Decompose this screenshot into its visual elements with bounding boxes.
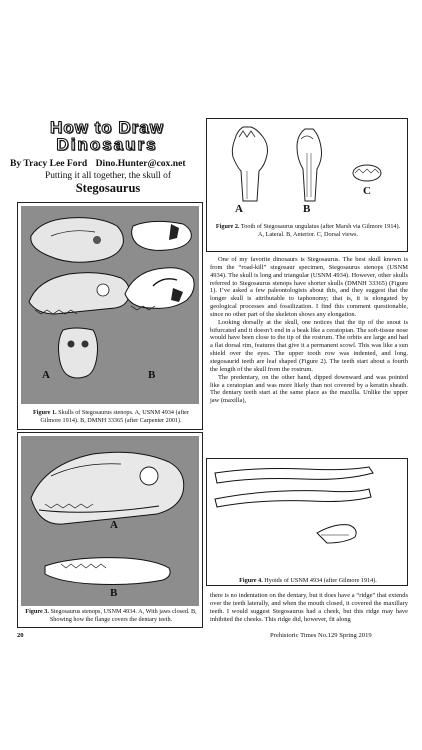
subject-title: Stegosaurus <box>75 181 141 195</box>
figure-3-caption-head: Figure 3. <box>25 608 49 615</box>
figure-1-caption-text: Skulls of Stegosaurus stenops. A, USNM 4934 (after Gilmore 1914). B, DMNH 33365 (after Carpenter 2001). <box>40 409 189 424</box>
figure-3 <box>17 432 203 628</box>
body-paragraph-4: there is no indentation on the dentary, but it does have a “ridge” that extends over the teeth laterally, and when the mouth closed, it covered the maxillary teeth. I would suggest Stegosaurus had a cheek, but this ridge may have inhibited the cheeks. This ridge did, however, fit along <box>210 592 408 623</box>
figure-1-label-b: B <box>148 369 156 381</box>
title-line-1: How to Draw <box>50 118 164 137</box>
figure-4 <box>206 458 408 586</box>
figure-2-label-a: A <box>235 203 243 215</box>
figure-3-label-a: A <box>110 519 118 531</box>
figure-4-caption-text: Hyoids of USNM 4934 (after Gilmore 1914). <box>264 577 377 584</box>
body-paragraph-3: The predentary, on the other hand, dipped downward and was pointed like a ceratopian and was more likely than not covered by a keratin sheath. The dentary teeth start at the same place as the maxilla. Unlike the upper jaw (maxilla), <box>210 373 408 405</box>
figure-3-caption-text: Stegosaurus stenops, USNM 4934. A, With jaws closed. B, Showing how the flange covers the dentary teeth. <box>49 608 197 623</box>
body-paragraph-2: Looking dorsally at the skull, one notices that the tip of the snout is bifurcated and it doesn’t end in a beak like a ceratopian. The soft-tissue nose would have been close to the tip of the rostrum. The orbits are large and had a flat dorsal rim, features that give it a permanent scowl. This was like a sun shield over the eyes. The upper tooth row was indented, and long. stegosaurid teeth are leaf shaped (Figure 2). The teeth start about a fourth the length of the skull from the rostrum. <box>210 318 408 373</box>
figure-4-illustration <box>207 459 407 573</box>
figure-1-label-a: A <box>42 369 50 381</box>
figure-3-caption <box>20 608 202 623</box>
figure-1-caption-head: Figure 1. <box>33 409 57 416</box>
figure-2-caption-text: Tooth of Stegosaurus ungulatus (after Marsh via Gilmore 1914). A, Lateral. B, Anterior. C, Dorsal views. <box>240 223 401 238</box>
body-column-2 <box>210 592 408 623</box>
author-email: Dino.Hunter@cox.net <box>95 158 186 169</box>
body-column-1 <box>210 256 408 405</box>
figure-4-caption-head: Figure 4. <box>239 577 263 584</box>
page-number: 20 <box>17 632 24 639</box>
figure-2-caption-head: Figure 2. <box>215 223 240 230</box>
figure-2-label-c: C <box>363 185 371 197</box>
publication-footer: Prehistoric Times No.129 Spring 2019 <box>270 632 372 639</box>
title-line-2: Dinosaurs <box>56 135 158 154</box>
figure-2-label-b: B <box>303 203 311 215</box>
subtitle: Putting it all together, the skull of <box>45 171 171 181</box>
author-name: By Tracy Lee Ford <box>10 158 88 169</box>
figure-2-caption <box>209 223 407 238</box>
figure-2 <box>206 118 408 252</box>
figure-4-caption <box>209 577 407 585</box>
figure-1 <box>17 202 203 430</box>
figure-3-label-b: B <box>110 587 118 599</box>
byline <box>10 158 206 169</box>
body-paragraph-1: One of my favorite dinosaurs is Stegosaurus. The best skull known is from the “road-kill” stegosaur specimen, Stegosaurus stenops (USNM 4934). The skull is long and triangular (USNM 4934). However, other skulls referred to Stegosaurus stenops have shorter skulls (DMNH 33365) (Figure 1). I’ve asked a few paleontologists about this, and they suggest that the longer skull is attributable to taphonomy; that is, it is elongated by geological processes and fossilization. I find this comment questionable, since no other part of the skeleton shows any elongation. <box>210 256 408 318</box>
figure-1-caption <box>20 409 202 424</box>
